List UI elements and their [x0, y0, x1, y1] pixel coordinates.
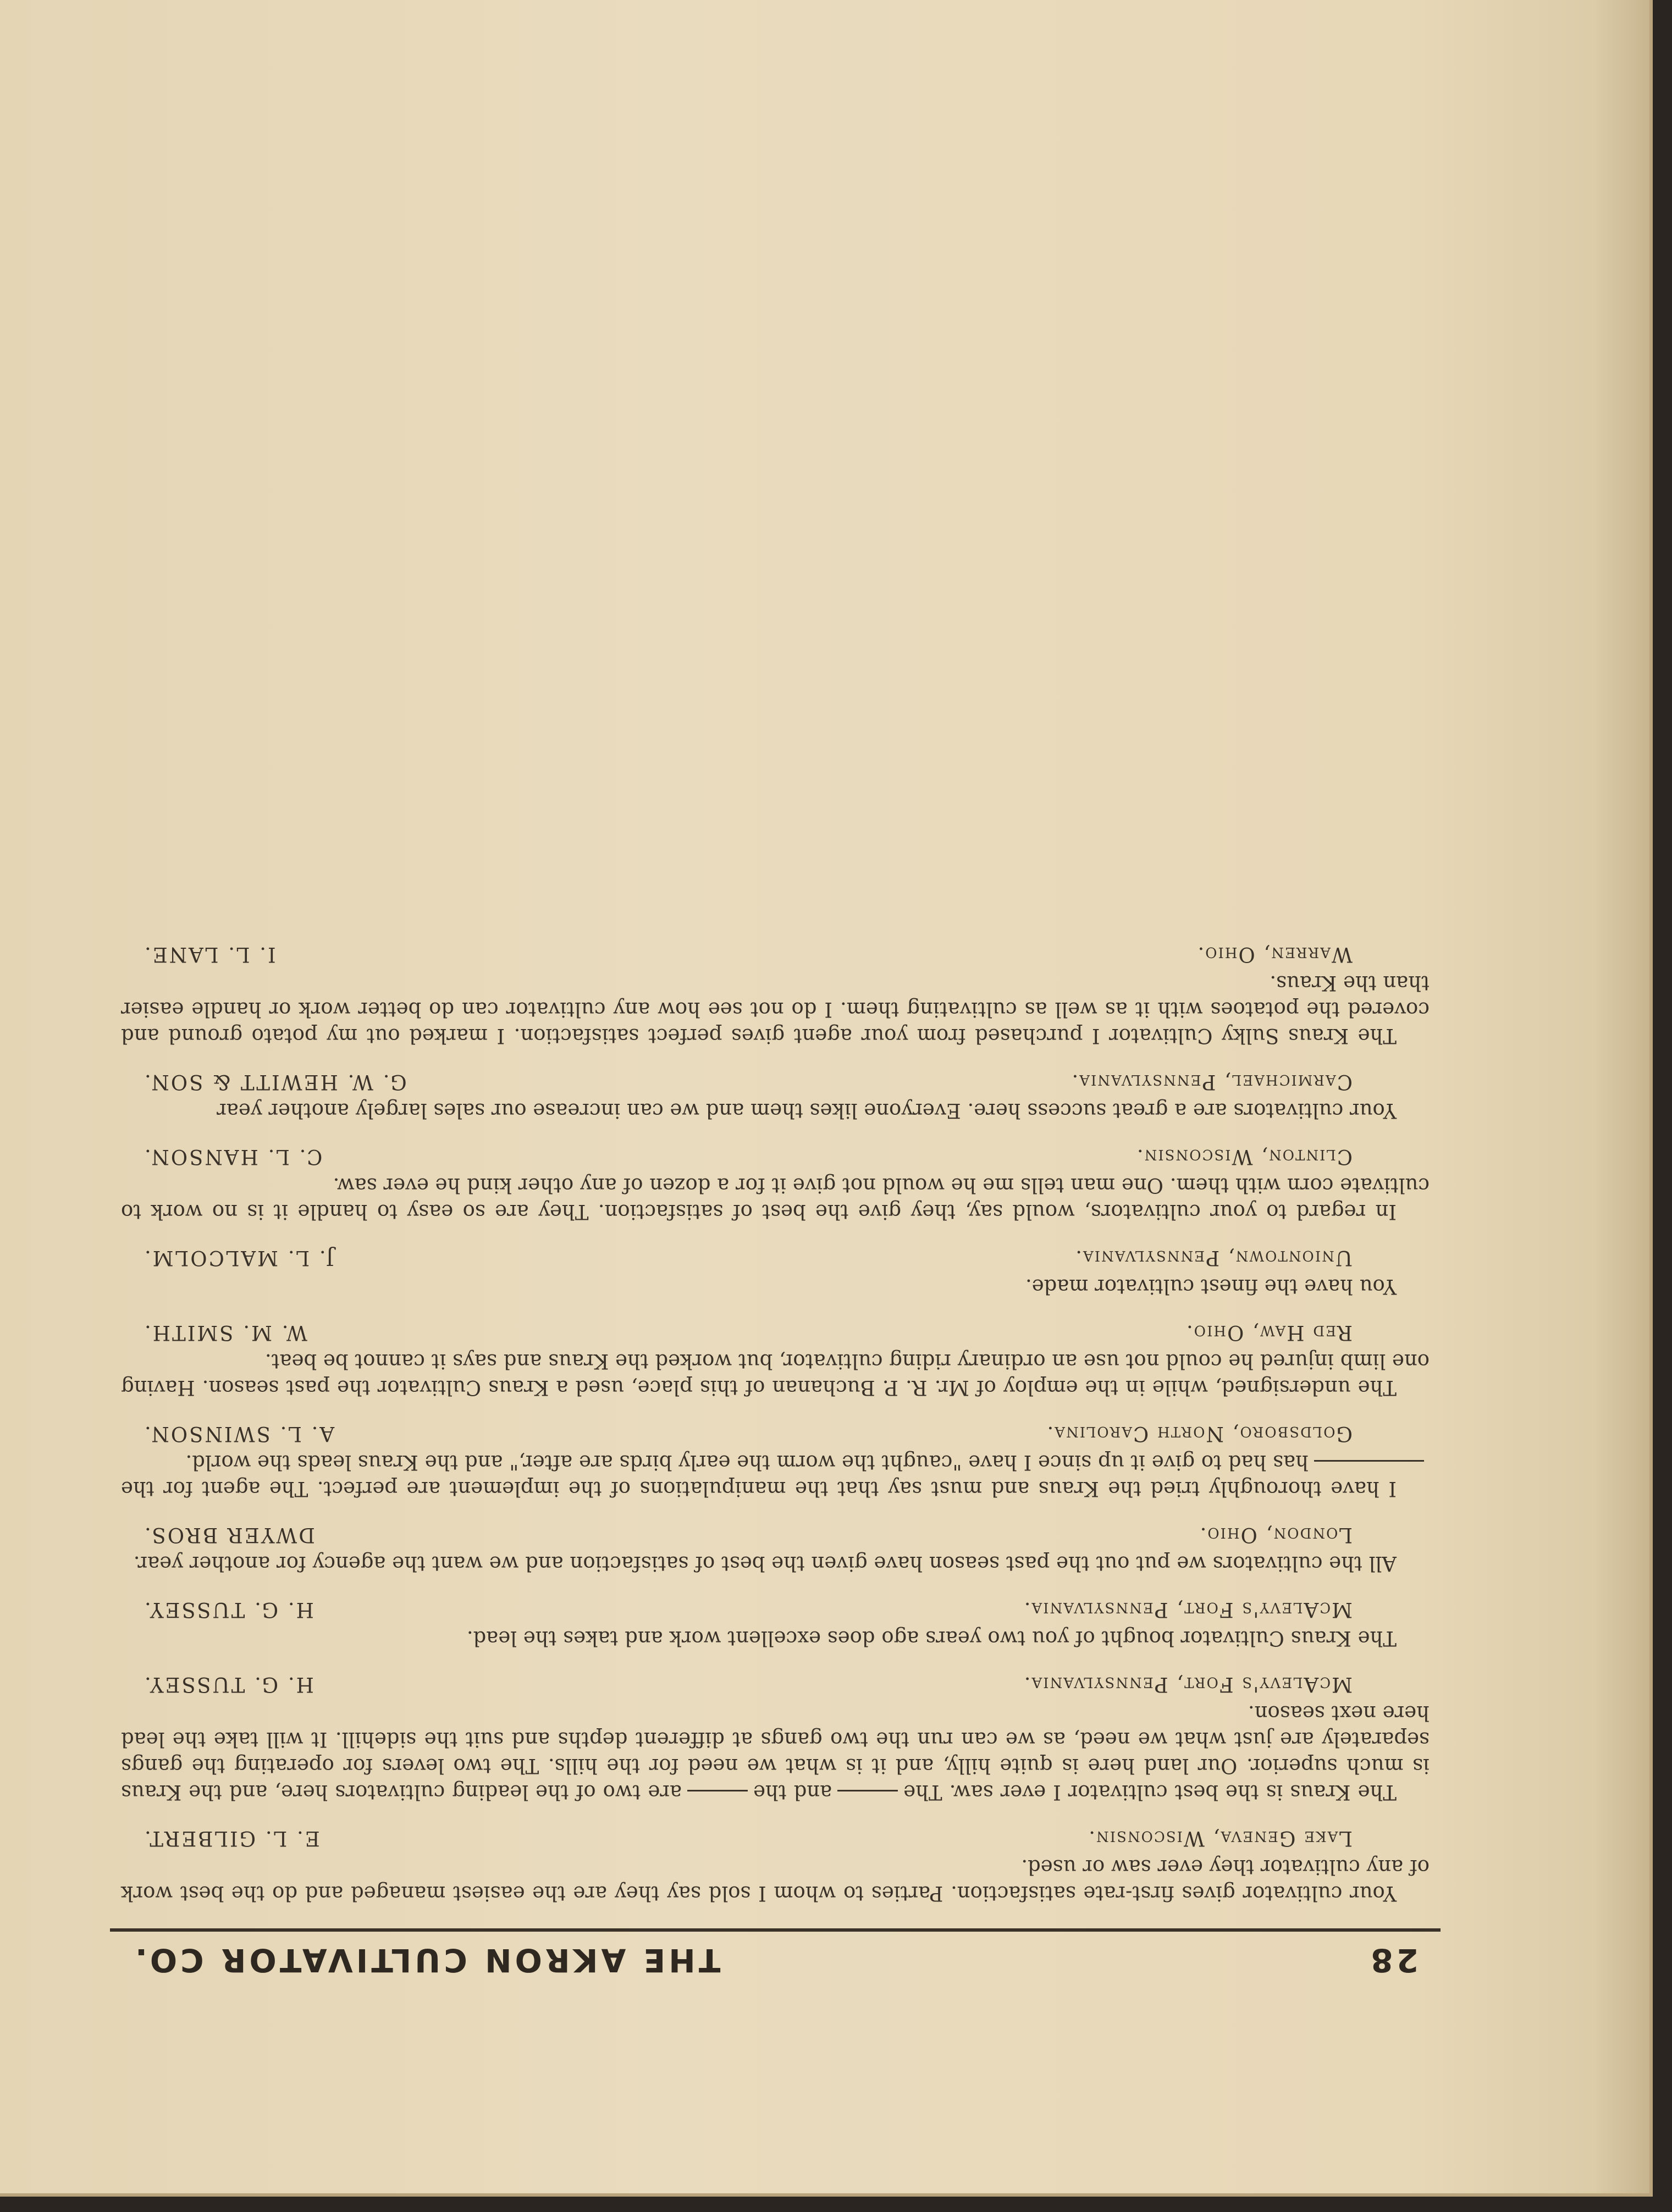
testimonial-place: Lake Geneva, Wisconsin.: [1088, 1827, 1353, 1850]
testimonial-place: Goldsboro, North Carolina.: [1046, 1422, 1353, 1446]
testimonial-name: W. M. SMITH.: [143, 1321, 308, 1345]
testimonial-name: G. W. HEWITT & SON.: [143, 1070, 407, 1094]
testimonial-text: The Kraus Cultivator bought of you two years ago does excellent work and takes the lead.: [466, 1627, 1397, 1650]
upside-down-page-content: [110, 198, 1441, 1979]
testimonial-text: In regard to your cultivators, would say, they give the best of satisfaction. They are so easy to handle it is no work to cultivate corn with them. One man tells me he would not give it for a dozen of any other kind he ever saw.: [121, 1174, 1430, 1224]
testimonial-place: McAlevy's Fort, Pennsylvania.: [1023, 1598, 1353, 1622]
testimonial-text: [121, 1449, 1430, 1502]
testimonial-name: I. L. LANE.: [143, 943, 276, 966]
testimonial-dwyer: [121, 1522, 1430, 1577]
testimonial-tussey-1: [121, 1671, 1430, 1805]
testimonial-tussey-2: [121, 1596, 1430, 1651]
signature-line: [121, 1069, 1430, 1095]
testimonial-name: C. L. HANSON.: [143, 1145, 323, 1169]
testimonials-list: [110, 941, 1441, 1928]
signature-line: [121, 1825, 1430, 1851]
testimonial-gilbert: [121, 1825, 1430, 1906]
page-number: 28: [1367, 1942, 1419, 1979]
testimonial-name: H. G. TUSSEY.: [143, 1598, 314, 1622]
testimonial-place: McAlevy's Fort, Pennsylvania.: [1023, 1673, 1353, 1696]
signature-line: [121, 941, 1430, 967]
testimonial-text: The Kraus Sulky Cultivator I purchased from your agent gives perfect satisfaction. I marked out my potato ground and covered the potatoes with it as well as cultivating them. I do not see how any cultivator can do better work or handle easier than the Kraus.: [121, 971, 1430, 1048]
testimonial-text: Your cultivator gives first-rate satisfaction. Parties to whom I sold say they are the easiest managed and do the best work of any cultivator they ever saw or used.: [121, 1855, 1430, 1905]
text-part: The Kraus is the best cultivator I ever saw. The: [903, 1780, 1397, 1804]
company-title: THE AKRON CULTIVATOR CO.: [132, 1942, 721, 1979]
page-header: [110, 1928, 1441, 1979]
testimonial-swinson: [121, 1420, 1430, 1502]
testimonial-malcolm: [121, 1245, 1430, 1299]
testimonial-place: Red Haw, Ohio.: [1185, 1321, 1353, 1345]
testimonial-place: London, Ohio.: [1199, 1523, 1353, 1547]
signature-line: [121, 1319, 1430, 1346]
blank-dash: [687, 1790, 748, 1791]
testimonial-name: H. G. TUSSEY.: [143, 1673, 314, 1696]
signature-line: [121, 1671, 1430, 1697]
testimonial-text: Your cultivators are a great success here. Everyone likes them and we can increase our sales largely another year: [217, 1099, 1397, 1122]
text-part: I have thoroughly tried the Kraus and must say that the manipulations of the implement are perfect. The agent for the: [121, 1477, 1397, 1501]
text-part: has had to give it up since I have "caught the worm the early birds are after," and the Kraus leads the world.: [185, 1451, 1309, 1474]
blank-dash: [837, 1790, 898, 1791]
testimonial-lane: [121, 941, 1430, 1049]
signature-line: [121, 1596, 1430, 1623]
blank-dash: [1314, 1460, 1424, 1462]
text-part: and the: [753, 1780, 832, 1804]
testimonial-place: Uniontown, Pennsylvania.: [1074, 1246, 1353, 1270]
testimonial-text: The undersigned, while in the employ of Mr. R. P. Buchanan of this place, used a Kraus Cultivator the past season. Having one limb injured he could not use an ordinary riding cultivator, but worked the Kraus and says it cannot be beat.: [121, 1350, 1430, 1400]
testimonial-place: Warren, Ohio.: [1196, 943, 1353, 966]
testimonial-text: All the cultivators we put out the past season have given the best of satisfaction and we want the agency for another year.: [133, 1552, 1397, 1575]
testimonial-place: Carmichael, Pennsylvania.: [1070, 1070, 1353, 1094]
testimonial-hewitt: [121, 1069, 1430, 1124]
text-part: are two of the leading cultivators here, and the Kraus is much superior. Our land here is quite hilly, and it is what we need for the hills. The two levers for operating the gangs separately are just what we need, as we can run the two gangs at different depths and suit the sidehill. It will take the lead here next season.: [120, 1701, 1430, 1804]
testimonial-text: You have the finest cultivator made.: [1025, 1275, 1397, 1298]
testimonial-name: A. L. SWINSON.: [143, 1422, 335, 1446]
testimonial-hanson: [121, 1143, 1430, 1225]
signature-line: [121, 1420, 1430, 1447]
page-edge-shadow: [1594, 0, 1649, 2193]
signature-line: [121, 1245, 1430, 1271]
signature-line: [121, 1143, 1430, 1170]
testimonial-name: E. L. GILBERT.: [143, 1827, 320, 1850]
testimonial-smith: [121, 1319, 1430, 1401]
testimonial-text: [121, 1700, 1430, 1805]
testimonial-place: Clinton, Wisconsin.: [1135, 1145, 1353, 1169]
signature-line: [121, 1522, 1430, 1548]
testimonial-name: J. L. MALCOLM.: [143, 1246, 334, 1270]
testimonial-name: DWYER BROS.: [143, 1523, 315, 1547]
